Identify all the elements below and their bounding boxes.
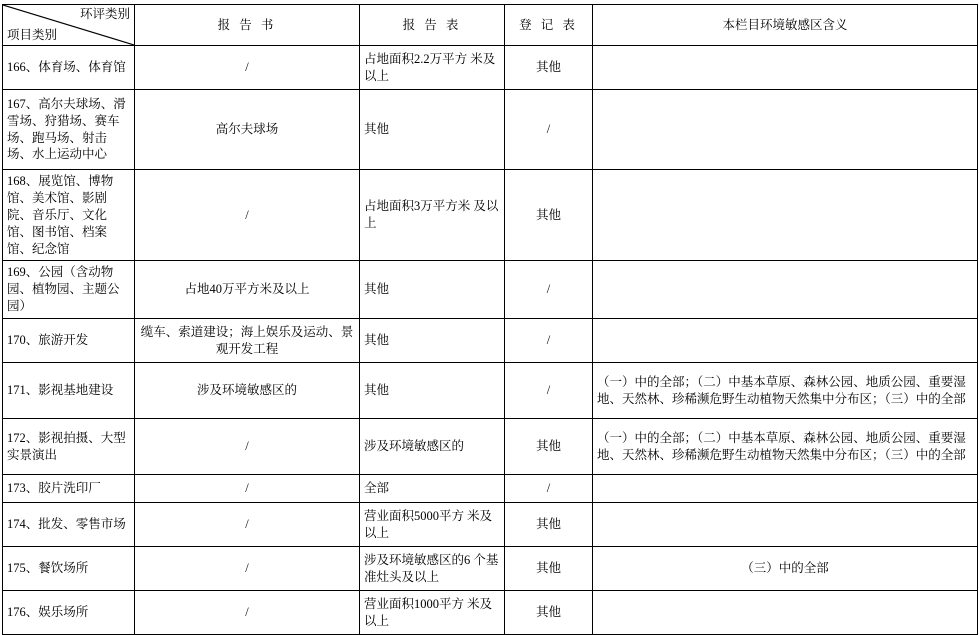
row-meaning-0: [593, 46, 978, 90]
header-registration-form: 登 记 表: [505, 5, 593, 46]
row-category-7: 173、胶片洗印厂: [3, 475, 135, 503]
header-corner-cell: [3, 5, 135, 46]
row-meaning-9: （三）中的全部: [593, 547, 978, 591]
row-report-book-8: /: [135, 503, 360, 547]
row-registration-4: /: [505, 319, 593, 363]
row-report-form-6: 涉及环境敏感区的: [360, 419, 505, 475]
row-report-form-2: 占地面积3万平方米 及以上: [360, 170, 505, 261]
table-row: [3, 419, 978, 475]
row-report-form-0: 占地面积2.2万平方 米及以上: [360, 46, 505, 90]
row-meaning-2: [593, 170, 978, 261]
row-registration-8: 其他: [505, 503, 593, 547]
row-category-4: 170、旅游开发: [3, 319, 135, 363]
row-report-book-10: /: [135, 591, 360, 635]
table-row: [3, 475, 978, 503]
row-registration-0: 其他: [505, 46, 593, 90]
row-report-book-2: /: [135, 170, 360, 261]
eia-classification-table: [2, 4, 978, 635]
row-meaning-8: [593, 503, 978, 547]
row-meaning-5: （一）中的全部；（二）中基本草原、森林公园、地质公园、重要湿地、天然林、珍稀濒危野生动植物天然集中分布区；（三）中的全部: [593, 363, 978, 419]
table-row: [3, 547, 978, 591]
row-category-10: 176、娱乐场所: [3, 591, 135, 635]
table-row: [3, 170, 978, 261]
row-report-book-0: /: [135, 46, 360, 90]
row-category-1: 167、高尔夫球场、滑雪场、狩猎场、赛车场、跑马场、射击场、水上运动中心: [3, 90, 135, 170]
row-report-form-8: 营业面积5000平方 米及以上: [360, 503, 505, 547]
row-report-book-5: 涉及环境敏感区的: [135, 363, 360, 419]
row-meaning-7: [593, 475, 978, 503]
header-corner-bottom-label: 项目类别: [7, 28, 58, 43]
row-category-8: 174、批发、零售市场: [3, 503, 135, 547]
row-report-form-9: 涉及环境敏感区的6 个基准灶头及以上: [360, 547, 505, 591]
row-registration-7: /: [505, 475, 593, 503]
table-row: [3, 363, 978, 419]
row-category-2: 168、展览馆、博物馆、美术馆、影剧院、音乐厅、文化馆、图书馆、档案馆、纪念馆: [3, 170, 135, 261]
row-registration-2: 其他: [505, 170, 593, 261]
row-registration-1: /: [505, 90, 593, 170]
row-report-form-5: 其他: [360, 363, 505, 419]
header-report-book: 报 告 书: [135, 5, 360, 46]
row-report-book-6: /: [135, 419, 360, 475]
row-registration-10: 其他: [505, 591, 593, 635]
row-category-9: 175、餐饮场所: [3, 547, 135, 591]
row-meaning-4: [593, 319, 978, 363]
header-corner-top-label: 环评类别: [79, 7, 130, 21]
row-report-form-7: 全部: [360, 475, 505, 503]
row-meaning-3: [593, 261, 978, 319]
row-report-book-7: /: [135, 475, 360, 503]
table-row: [3, 90, 978, 170]
table-row: [3, 261, 978, 319]
row-meaning-1: [593, 90, 978, 170]
row-report-book-4: 缆车、索道建设；海上娱乐及运动、景观开发工程: [135, 319, 360, 363]
row-registration-9: 其他: [505, 547, 593, 591]
row-registration-6: 其他: [505, 419, 593, 475]
table-row: [3, 46, 978, 90]
row-category-0: 166、体育场、体育馆: [3, 46, 135, 90]
header-sensitive-area-meaning: 本栏目环境敏感区含义: [593, 5, 978, 46]
row-category-6: 172、影视拍摄、大型实景演出: [3, 419, 135, 475]
row-report-form-3: 其他: [360, 261, 505, 319]
row-report-form-4: 其他: [360, 319, 505, 363]
row-report-book-3: 占地40万平方米及以上: [135, 261, 360, 319]
row-report-book-9: /: [135, 547, 360, 591]
table-row: [3, 503, 978, 547]
table-row: [3, 319, 978, 363]
row-report-book-1: 高尔夫球场: [135, 90, 360, 170]
row-report-form-10: 营业面积1000平方 米及以上: [360, 591, 505, 635]
row-report-form-1: 其他: [360, 90, 505, 170]
row-meaning-6: （一）中的全部；（二）中基本草原、森林公园、地质公园、重要湿地、天然林、珍稀濒危野生动植物天然集中分布区；（三）中的全部: [593, 419, 978, 475]
header-report-form: 报 告 表: [360, 5, 505, 46]
row-registration-3: /: [505, 261, 593, 319]
table-header-row: [3, 5, 978, 46]
row-category-5: 171、影视基地建设: [3, 363, 135, 419]
row-category-3: 169、公园（含动物园、植物园、主题公园）: [3, 261, 135, 319]
row-registration-5: /: [505, 363, 593, 419]
